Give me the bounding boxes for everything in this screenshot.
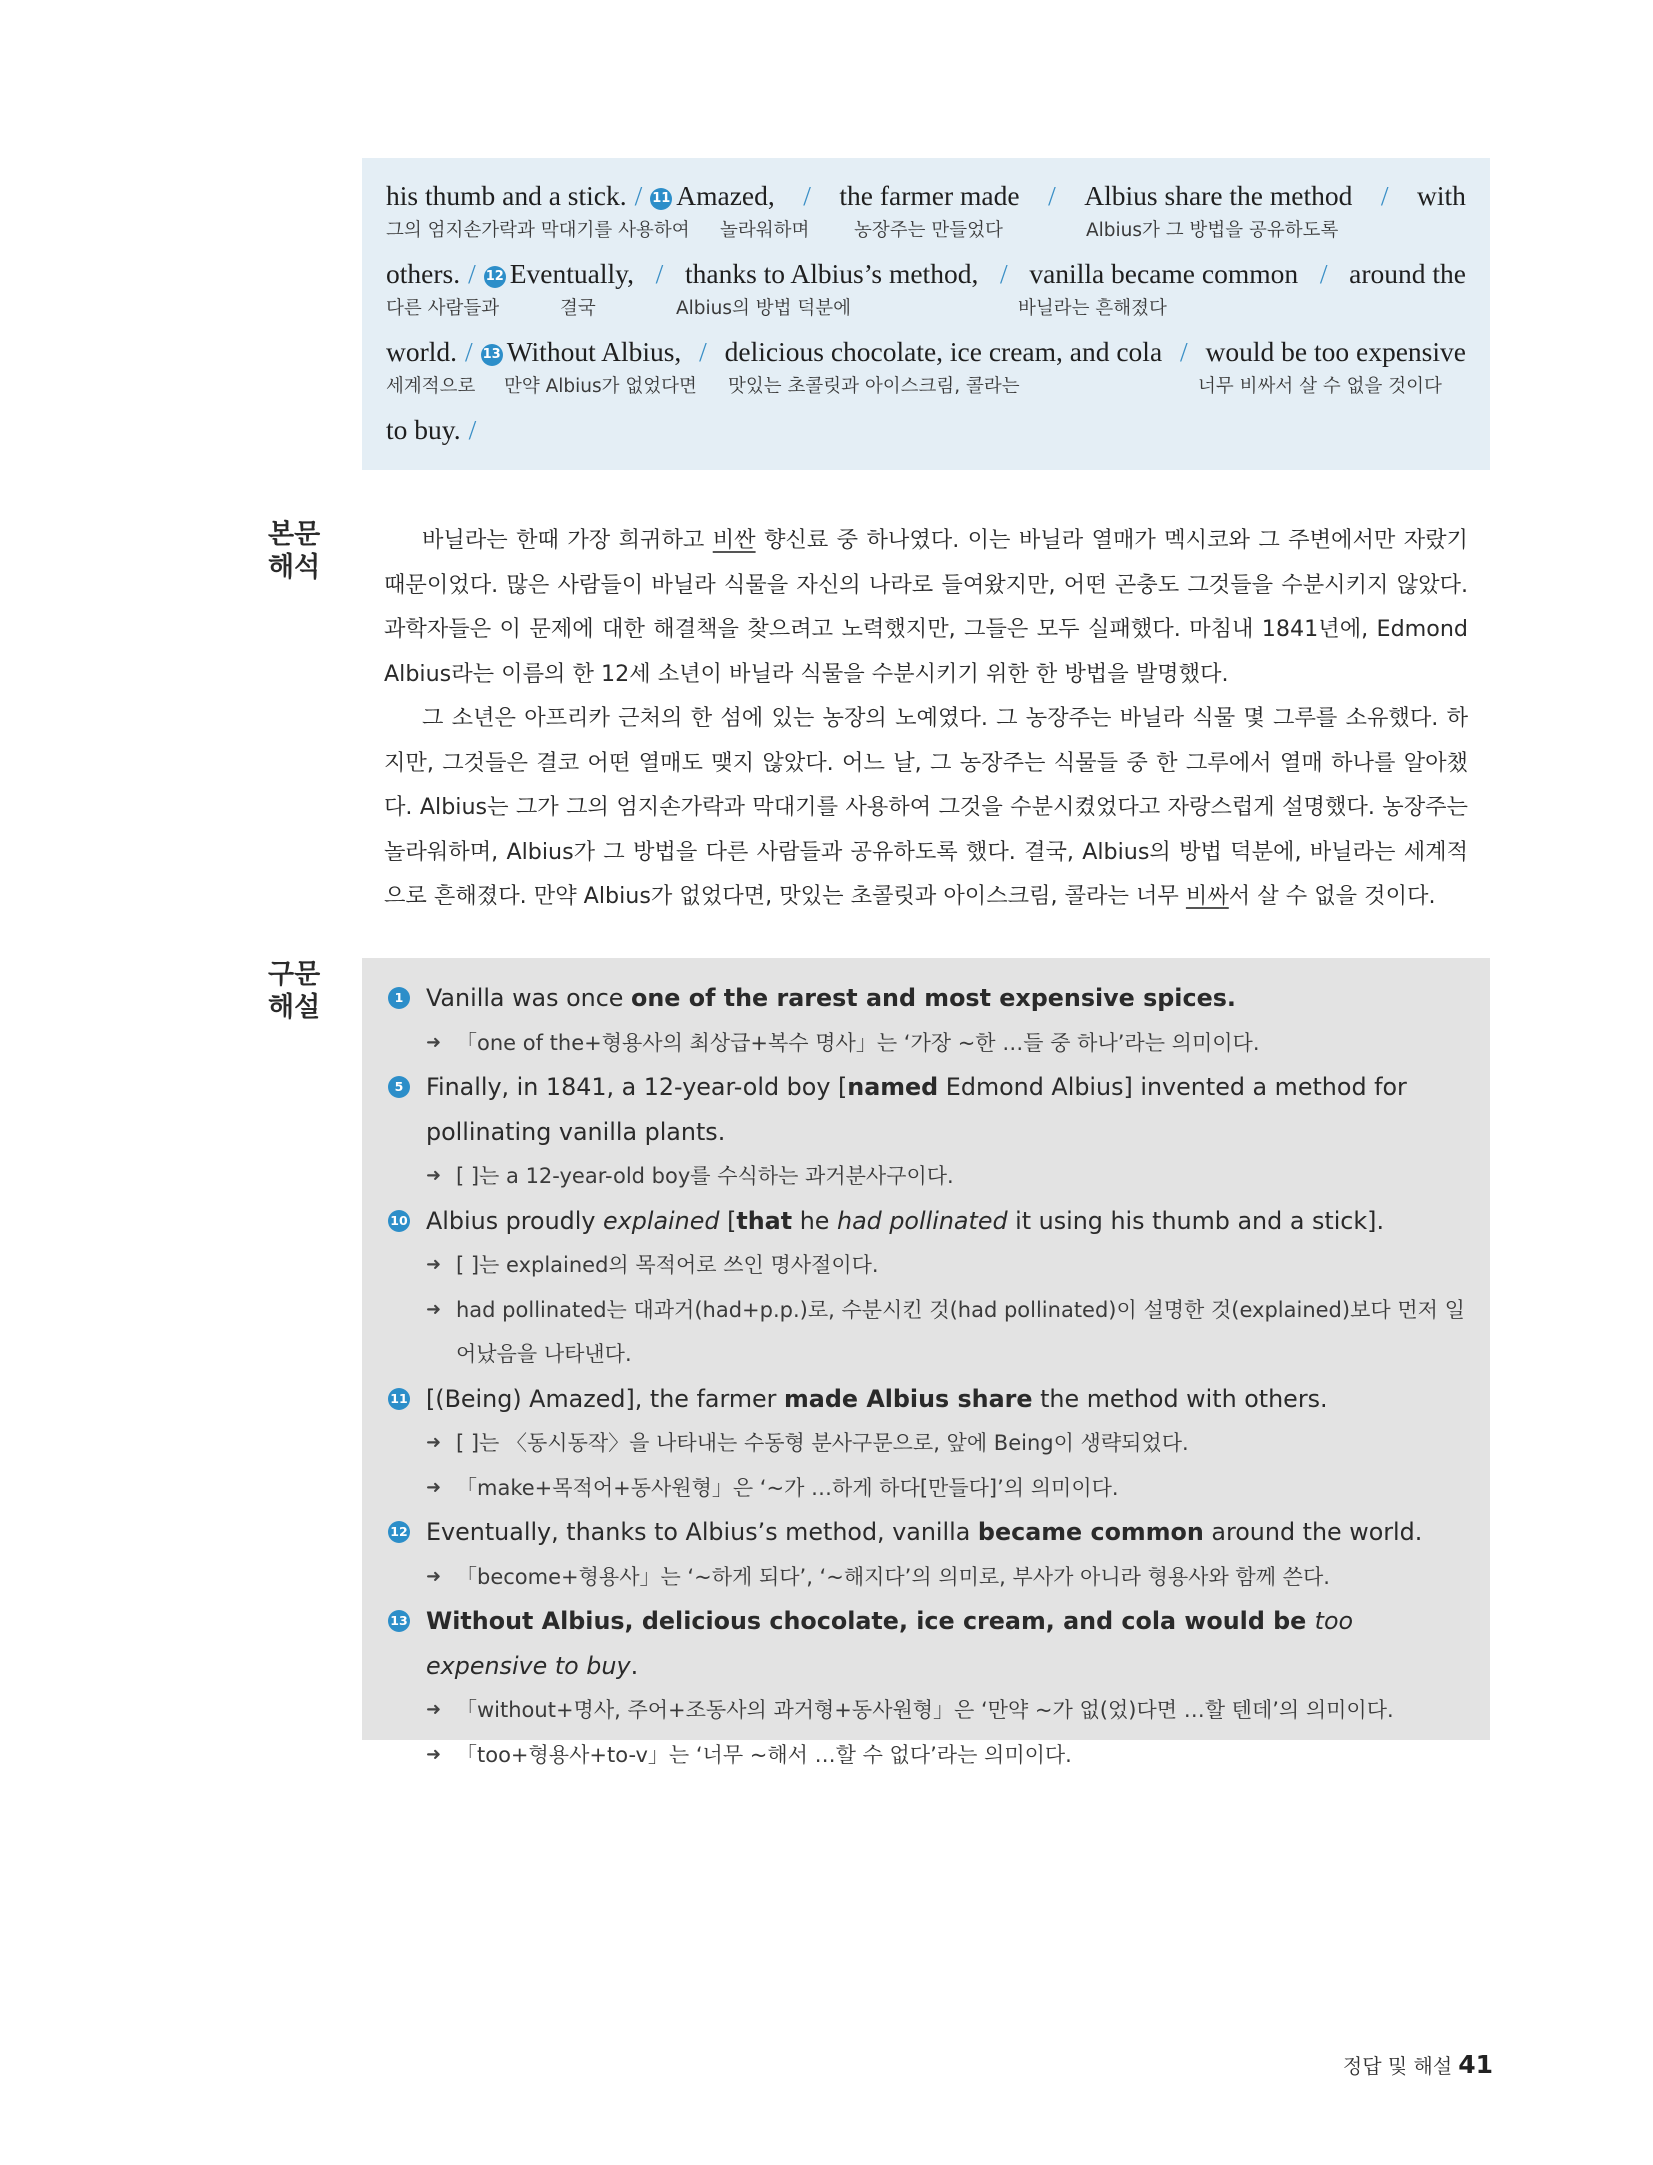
label-line: 해설 [268,992,321,1023]
reading-chunk: Amazed, [676,180,775,211]
sentence-number-13: 13 [388,1610,410,1632]
page-footer [1343,2050,1493,2079]
slash: / [803,180,811,211]
gloss: Albius의 방법 덕분에 [676,298,852,319]
slash: / [1048,180,1056,211]
slash: / [655,258,664,289]
note-text: [ ]는 〈동시동작〉을 나타내는 수동형 분사구문으로, 앞에 Being이 생략되었다. [456,1431,1189,1455]
gloss-line-3 [386,370,1466,412]
text: Albius proudly [426,1206,604,1235]
label-line: 구문 [268,959,321,990]
translation-paragraph-1 [384,518,1468,696]
reading-chunk: others. [386,258,461,289]
footer-label: 정답 및 해설 [1342,2054,1453,2078]
label-line: 본문 [268,519,321,550]
italic-text: explained [603,1206,720,1235]
reading-box [362,158,1490,470]
gloss: 세계적으로 [386,376,476,397]
sentence-number-11: 11 [650,188,672,210]
reading-chunk: delicious chocolate, ice cream, and cola [724,336,1163,367]
underlined-word: 비싸 [1185,883,1229,909]
bold-text: named [847,1073,939,1101]
reading-chunk: world. [386,336,458,367]
text: Eventually, thanks to Albius’s method, vanilla [426,1518,978,1546]
arrow-icon: ➜ [426,1565,442,1587]
text: [ [719,1206,737,1235]
text: 서 살 수 없을 것이다. [1228,883,1436,909]
grammar-item-1 [388,976,1466,1021]
slash: / [465,336,473,367]
grammar-item-10 [388,1199,1466,1244]
grammar-item-13 [388,1599,1466,1688]
text: . [630,1651,639,1680]
arrow-icon: ➜ [426,1254,442,1275]
arrow-icon: ➜ [426,1476,442,1498]
sentence-number-11: 11 [388,1388,410,1410]
grammar-note [388,1688,1466,1733]
reading-chunk: Eventually, [509,258,634,289]
note-text: 「become+형용사」는 ‘~하게 되다’, ‘~해지다’의 의미로, 부사가 아니라 형용사와 함께 쓴다. [456,1564,1330,1589]
gloss: 맛있는 초콜릿과 아이스크림, 콜라는 [728,376,1020,397]
slash: / [699,336,707,367]
gloss: 놀라워하며 [720,220,810,241]
sentence-number-10: 10 [388,1210,410,1232]
bold-text: that [736,1206,793,1235]
reading-chunk: Albius share the method [1084,180,1353,211]
grammar-note [388,1733,1466,1778]
slash: / [468,414,477,445]
arrow-icon: ➜ [426,1031,442,1053]
reading-chunk: would be too expensive [1205,336,1466,367]
text: the method with others. [1032,1384,1328,1413]
slash: / [1319,258,1328,289]
sentence-number-12: 12 [388,1521,410,1543]
gloss-line-1 [386,214,1466,256]
text: it using his thumb and a stick]. [1007,1206,1385,1235]
underlined-word: 비싼 [712,527,756,553]
bold-text: one of the rarest and most expensive spices [631,984,1227,1012]
grammar-item-12 [388,1510,1466,1555]
text: [(Being) Amazed], the farmer [426,1384,784,1413]
bold-text: became common [977,1518,1204,1546]
text: Finally, in 1841, a 12-year-old boy [ [426,1073,848,1101]
grammar-note [388,1555,1466,1600]
text: 바닐라는 한때 가장 희귀하고 [422,527,713,553]
slash: / [1000,258,1008,289]
gloss: 만약 Albius가 없었다면 [504,376,697,397]
grammar-note [388,1421,1466,1466]
arrow-icon: ➜ [426,1743,442,1765]
sentence-number-13: 13 [481,344,503,366]
note-text: 「too+형용사+to-v」는 ‘너무 ~해서 …할 수 없다’라는 의미이다. [456,1742,1072,1767]
sentence-number-1: 1 [388,987,410,1009]
note-text: had pollinated는 대과거(had+p.p.)로, 수분시킨 것(had pollinated)이 설명한 것(explained)보다 먼저 일어났음을 나타낸다. [456,1297,1465,1366]
note-text: 「one of the+형용사의 최상급+복수 명사」는 ‘가장 ~한 …들 중 하나’라는 의미이다. [456,1030,1260,1055]
gloss-line-2 [386,292,1466,334]
reading-chunk: his thumb and a stick. [386,180,627,211]
slash: / [1380,180,1389,211]
gloss: Albius가 그 방법을 공유하도록 [1086,220,1339,241]
text: around the world. [1203,1518,1423,1546]
grammar-item-11 [388,1377,1466,1422]
sentence-number-5: 5 [388,1076,410,1098]
grammar-note [388,1021,1466,1066]
gloss: 너무 비싸서 살 수 없을 것이다 [1198,376,1442,397]
page-number: 41 [1458,2050,1493,2079]
arrow-icon: ➜ [426,1432,442,1453]
reading-chunk: thanks to Albius’s method, [684,258,979,289]
text: he [792,1206,837,1235]
note-text: [ ]는 a 12-year-old boy를 수식하는 과거분사구이다. [456,1164,954,1188]
gloss: 농장주는 만들었다 [854,220,1003,241]
bold-text: Without Albius, delicious chocolate, ice cream, and cola would be [426,1607,1315,1635]
reading-line-1 [386,178,1466,214]
grammar-section-label [268,958,328,1024]
gloss: 바닐라는 흔해졌다 [1018,298,1167,319]
grammar-note [388,1154,1466,1199]
note-text: 「make+목적어+동사원형」은 ‘~가 …하게 하다[만들다]’의 의미이다. [456,1475,1119,1500]
text: Vanilla was once [426,984,632,1012]
text: 그 소년은 아프리카 근처의 한 섬에 있는 농장의 노예였다. 그 농장주는 바닐라 식물 몇 그루를 소유했다. 하지만, 그것들은 결코 어떤 열매도 맺지 않았다. 어느 날, 그 농장주는 식물들 중 한 그루에서 열매 하나를 알아챘다. Albius는 그가 그의 엄지손가락과 막대기를 사용하여 그것을 수분시켰었다고 자랑스럽게 설명했다. 농장주는 놀라워하며, Albius가 그 방법을 다른 사람들과 공유하도록 했다. 결국, Albius의 방법 덕분에, 바닐라는 세계적으로 흔해졌다. 만약 Albius가 없었다면, 맛있는 초콜릿과 아이스크림, 콜라는 너무 [384,705,1468,909]
italic-text: had pollinated [836,1206,1008,1235]
text: 향신료 중 하나였다. 이는 바닐라 열매가 멕시코와 그 주변에서만 자랐기 때문이었다. 많은 사람들이 바닐라 식물을 자신의 나라로 들여왔지만, 어떤 곤충도 그것들을 수분시키지 않았다. 과학자들은 이 문제에 대한 해결책을 찾으려고 노력했지만, 그들은 모두 실패했다. 마침내 1841년에, Edmond Albius라는 이름의 한 12세 소년이 바닐라 식물을 수분시키기 위한 한 방법을 발명했다. [384,527,1468,687]
slash: / [1180,336,1188,367]
note-text: 「without+명사, 주어+조동사의 과거형+동사원형」은 ‘만약 ~가 없(었)다면 …할 텐데’의 의미이다. [456,1698,1394,1722]
note-text: [ ]는 explained의 목적어로 쓰인 명사절이다. [456,1253,879,1277]
slash: / [634,180,643,211]
reading-line-3 [386,334,1466,370]
label-line: 해석 [268,552,321,583]
text: . [1226,984,1236,1012]
arrow-icon: ➜ [426,1165,442,1186]
gloss: 다른 사람들과 [386,298,500,319]
reading-chunk: to buy. [386,414,461,445]
gloss: 그의 엄지손가락과 막대기를 사용하여 [386,220,690,241]
gloss: 결국 [560,298,596,319]
grammar-note [388,1466,1466,1511]
bold-text: made Albius share [784,1384,1033,1413]
translation-body [384,518,1468,919]
reading-line-4 [386,412,1466,448]
arrow-icon: ➜ [426,1298,442,1320]
translation-paragraph-2 [384,696,1468,919]
reading-chunk: vanilla became common [1029,258,1299,289]
grammar-box [362,958,1490,1767]
reading-chunk: with [1417,180,1466,211]
arrow-icon: ➜ [426,1699,442,1720]
text: Edmond Albius] invented a method for pollinating vanilla plants. [426,1073,1407,1146]
reading-chunk: around the [1349,258,1466,289]
reading-line-2 [386,256,1466,292]
italic-text: too expensive to buy [426,1607,1354,1680]
reading-chunk: Without Albius, [506,336,682,367]
sentence-number-12: 12 [484,266,506,288]
slash: / [468,258,476,289]
grammar-note [388,1288,1466,1377]
translation-section-label [268,518,328,584]
grammar-item-5 [388,1065,1466,1154]
grammar-note [388,1243,1466,1288]
reading-chunk: the farmer made [839,180,1020,211]
